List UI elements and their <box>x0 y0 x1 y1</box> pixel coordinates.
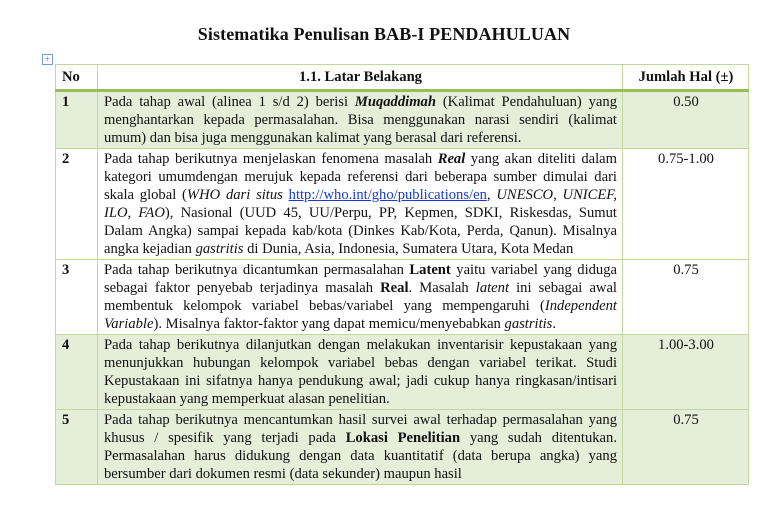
text-segment: Lokasi Penelitian <box>345 430 461 446</box>
text-segment: Pada tahap berikutnya menjelaskan fenomena masalah <box>104 151 438 167</box>
text-segment: UNESCO, UNICEF, ILO, FAO <box>104 187 617 221</box>
text-segment: yaitu variabel yang diduga sebagai faktor penyebab terjadinya masalah <box>104 262 617 296</box>
text-segment: gastritis <box>195 241 244 257</box>
row-number: 3 <box>56 260 98 335</box>
row-number: 5 <box>56 410 98 485</box>
row-number: 2 <box>56 149 98 260</box>
page-count: 0.75 <box>623 410 749 485</box>
text-segment: . <box>552 316 557 332</box>
table-row <box>56 335 749 410</box>
header-jumlah-hal: Jumlah Hal (±) <box>623 65 749 91</box>
table-header-row <box>56 65 749 91</box>
table-move-handle-icon[interactable]: + <box>42 54 53 65</box>
outline-table <box>55 64 749 485</box>
row-description <box>98 410 623 485</box>
text-segment: yang sudah ditentukan. Permasalahan harus didukung dengan data kuantitatif (data berupa angka) yang bersumber dari dokumen resmi (data sekunder) maupun hasil <box>104 430 617 482</box>
text-segment: Pada tahap berikutnya dicantumkan permasalahan <box>104 262 410 278</box>
table-row <box>56 260 749 335</box>
row-number: 4 <box>56 335 98 410</box>
reference-link[interactable]: http://who.int/gho/publications/en <box>288 187 487 203</box>
row-number: 1 <box>56 91 98 149</box>
text-segment: Real <box>437 151 466 167</box>
text-segment: ini sebagai awal membentuk kelompok variabel bebas/variabel yang mempengaruhi ( <box>104 280 617 314</box>
text-segment: WHO dari situs <box>186 187 283 203</box>
text-segment: , <box>486 187 497 203</box>
table-row <box>56 410 749 485</box>
text-segment: gastritis <box>504 316 553 332</box>
text-segment: yang akan diteliti dalam kategori umumdengan merujuk kepada referensi dari beberapa sumber dimulai dari skala global ( <box>104 151 617 203</box>
page-count: 1.00-3.00 <box>623 335 749 410</box>
table-row <box>56 91 749 149</box>
row-description <box>98 91 623 149</box>
text-segment: latent <box>475 280 510 296</box>
text-segment: (Kalimat Pendahuluan) yang menghantarkan kepada permasalahan. Bisa menggunakan narasi sendiri (kalimat umum) dan bisa juga menggunakan kalimat yang berasal dari referensi. <box>104 94 617 146</box>
page-count: 0.50 <box>623 91 749 149</box>
row-description <box>98 260 623 335</box>
document-title: Sistematika Penulisan BAB-I PENDAHULUAN <box>197 24 571 44</box>
page-count: 0.75-1.00 <box>623 149 749 260</box>
table-row <box>56 149 749 260</box>
text-segment: Latent <box>409 262 451 278</box>
text-segment: Independent Variable <box>104 298 617 332</box>
text-segment: Pada tahap awal (alinea 1 s/d 2) berisi <box>104 94 355 110</box>
row-description <box>98 335 623 410</box>
header-no: No <box>56 65 98 91</box>
text-segment: Muqaddimah <box>354 94 436 110</box>
text-segment: Pada tahap berikutnya dilanjutkan dengan melakukan inventarisir kepustakaan yang menunjukkan hubungan kelompok variabel bebas dengan variabel terikat. Studi Kepustakaan ini sifatnya hanya pendukung awal; jadi cukup hanya ringkasan/intisari kepustakaan yang memperkuat alasan penelitian. <box>104 337 617 407</box>
row-description <box>98 149 623 260</box>
text-segment: di Dunia, Asia, Indonesia, Sumatera Utara, Kota Medan <box>243 241 574 257</box>
page-count: 0.75 <box>623 260 749 335</box>
text-segment: Real <box>380 280 409 296</box>
text-segment: ). Misalnya faktor-faktor yang dapat memicu/menyebabkan <box>153 316 505 332</box>
text-segment: . Masalah <box>408 280 476 296</box>
text-segment: ), Nasional (UUD 45, UU/Perpu, PP, Kepmen, SDKI, Riskesdas, Sumut Dalam Angka) sampai kepada kab/kota (Dinkes Kab/Kota, Perda, Qanun). Misalnya angka kejadian <box>104 205 617 257</box>
text-segment: Pada tahap berikutnya mencantumkan hasil survei awal terhadap permasalahan yang khusus / spesifik yang terjadi pada <box>104 412 617 446</box>
header-latar-belakang: 1.1. Latar Belakang <box>98 65 623 91</box>
